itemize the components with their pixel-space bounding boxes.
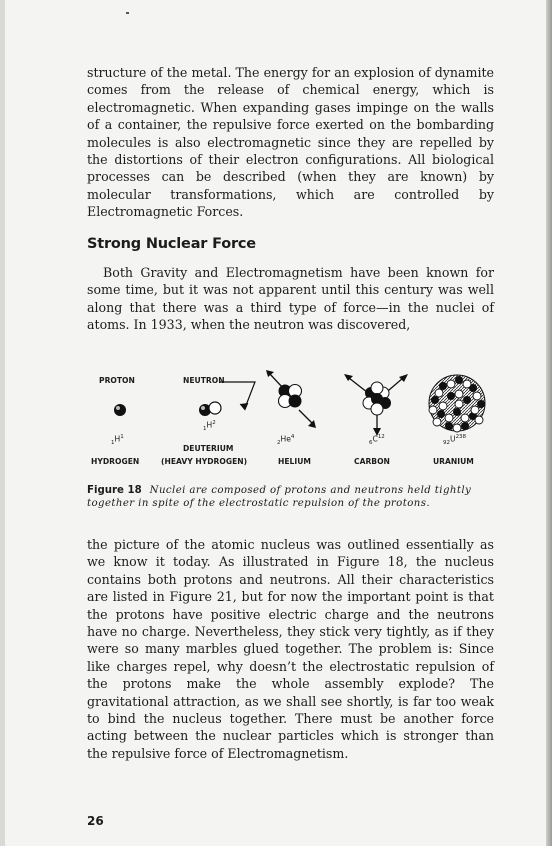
carbon-isotope: $_6C^{12}$	[369, 434, 385, 447]
uranium-name: URANIUM	[433, 457, 474, 466]
hydrogen-nucleus	[114, 404, 126, 416]
carbon-nucleus	[344, 374, 408, 436]
caption-title: Figure 18	[87, 485, 142, 496]
neutron-pointer-line	[220, 382, 255, 408]
neutron-pointer-arrow	[240, 403, 248, 410]
page-speck	[126, 12, 129, 14]
page-edge-shadow	[546, 0, 552, 846]
section-paragraph: Both Gravity and Electromagnetism have been known for some time, but it was not apparent until this century was well along that there was a third type of force—in the nuclei of atoms. In 1933, when the neutron was discovered,	[87, 265, 494, 333]
intro-paragraph: structure of the metal. The energy for an explosion of dynamite comes from the release of chemical energy, which is electromagnetic. When expanding gases impinge on the walls of a container, the repulsive force exerted on the bombarding molecules is also electromagnetic since they are repelled by the distortions of their electron configurations. All biological processes can be described (when they are known) by molecular transformations, which are controlled by Electromagnetic Forces.	[87, 65, 494, 220]
deuterium-nucleus	[199, 402, 221, 416]
caption-text: Nuclei are composed of protons and neutrons held tightly together in spite of the electrostatic repulsion of the protons.	[87, 485, 472, 509]
neutron-label: NEUTRON	[183, 376, 225, 385]
hydrogen-isotope: $_1H^1$	[111, 434, 124, 447]
deuterium-isotope: $_1H^2$	[203, 420, 216, 433]
proton-label: PROTON	[99, 376, 135, 385]
helium-isotope: $_2He^4$	[277, 434, 295, 447]
hydrogen-name: HYDROGEN	[91, 457, 140, 466]
deuterium-subname: (HEAVY HYDROGEN)	[161, 457, 248, 466]
helium-nucleus	[266, 370, 316, 428]
uranium-nucleus	[429, 375, 485, 432]
carbon-name: CARBON	[354, 457, 390, 466]
uranium-isotope: $_{92}U^{238}$	[443, 434, 467, 447]
deuterium-name: DEUTERIUM	[183, 444, 234, 453]
figure-caption	[87, 484, 497, 510]
section-heading: Strong Nuclear Force	[87, 236, 256, 252]
helium-name: HELIUM	[278, 457, 311, 466]
page-number: 26	[87, 814, 104, 828]
closing-paragraph: the picture of the atomic nucleus was outlined essentially as we know it today. As illustrated in Figure 18, the nucleus contains both protons and neutrons. All their characteristics are listed in Figure 21, but for now the important point is that the protons have positive electric charge and the neutrons have no charge. Nevertheless, they stick very tightly, as if they were so many marbles glued together. The problem is: Since like charges repel, why doesn’t the electrostatic repulsion of the protons make the whole assembly explode? The gravitational attraction, as we shall see shortly, is far too weak to bind the nucleus together. There must be another force acting between the nuclear particles which is stronger than the repulsive force of Electromagnetism.	[87, 537, 494, 761]
